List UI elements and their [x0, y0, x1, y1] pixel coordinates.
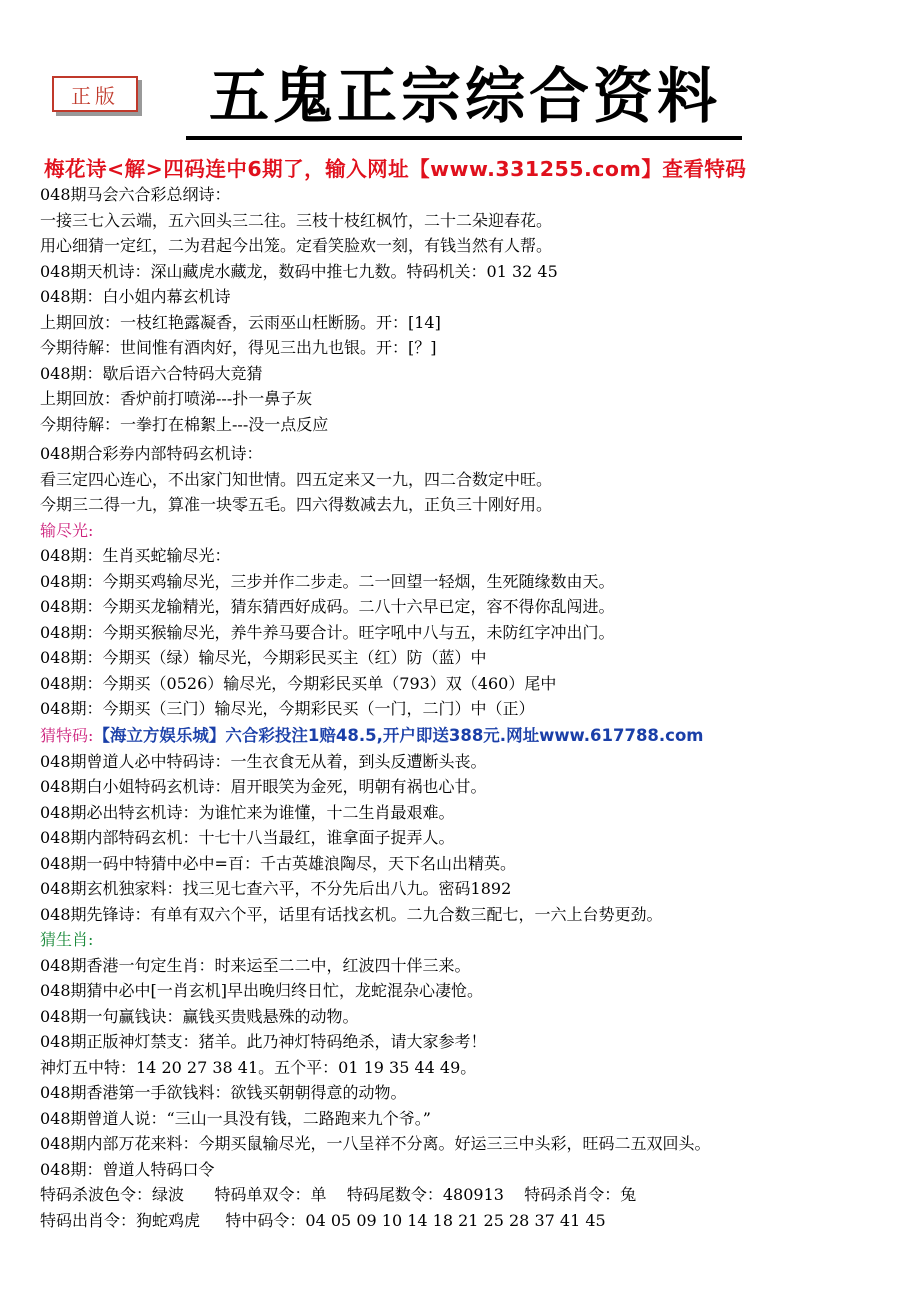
text-line: 用心细猜一定红，二为君起今出笼。定看笑脸欢一刻，有钱当然有人帮。	[40, 236, 553, 255]
text-line: 一接三七入云端，五六回头三二往。三枝十枝红枫竹，二十二朵迎春花。	[40, 210, 553, 230]
guess-heading-row	[40, 722, 890, 749]
authentic-badge: 正版	[52, 76, 138, 112]
text-line: 特码杀波色令：绿波 特码单双令：单 特码尾数令：480913 特码杀肖令：兔	[40, 1185, 637, 1204]
text-line: 048期必出特玄机诗：为谁忙来为谁懂，十二生肖最艰难。	[40, 802, 455, 822]
document-body	[40, 182, 890, 1233]
text-line: 048期：曾道人特码口令	[40, 1159, 215, 1179]
text-line: 048期：今期买（三门）输尽光，今期彩民买（一门，二门）中（正）	[40, 699, 535, 718]
text-line: 048期：今期买猴输尽光，养牛养马要合计。旺字吼中八与五，未防红字冲出门。	[40, 622, 615, 642]
text-line: 看三定四心连心，不出家门知世情。四五定来又一九，四二合数定中旺。	[40, 469, 553, 489]
promo-banner: 梅花诗<解>四码连中6期了，输入网址【www.331255.com】查看特码	[44, 157, 747, 181]
text-line: 048期：今期买龙输精光，猜东猜西好成码。二八十六早已定，容不得你乱闯进。	[40, 597, 615, 616]
section-heading-guess: 猜特码:	[40, 725, 94, 745]
text-line: 048期香港第一手欲钱料：欲钱买朝朝得意的动物。	[40, 1083, 407, 1102]
text-line: 今期待解：世间惟有酒肉好，得见三出九也银。开：[？]	[40, 338, 437, 357]
text-line: 048期天机诗：深山藏虎水藏龙，数码中推七九数。特码机关：01 32 45	[40, 261, 558, 281]
text-line: 048期：歇后语六合特码大竞猜	[40, 363, 263, 383]
text-line: 神灯五中特：14 20 27 38 41。五个平：01 19 35 44 49。	[40, 1057, 477, 1077]
text-line: 048期马会六合彩总纲诗：	[40, 185, 231, 204]
text-line: 048期曾道人必中特码诗：一生衣食无从着，到头反遭断头丧。	[40, 751, 487, 771]
text-line: 048期猜中必中[一肖玄机]早出晚归终日忙，龙蛇混杂心凄怆。	[40, 981, 484, 1000]
text-line: 048期一句赢钱诀：赢钱买贵贱悬殊的动物。	[40, 1006, 359, 1026]
text-line: 048期合彩券内部特码玄机诗：	[40, 444, 263, 463]
page-title: 五鬼正宗综合资料	[209, 62, 721, 132]
text-line: 今期三二得一九，算准一块零五毛。四六得数减去九，正负三十刚好用。	[40, 495, 553, 514]
text-line: 048期内部万花来料：今期买鼠输尽光，一八呈祥不分离。好运三三中头彩，旺码二五双回头。	[40, 1134, 711, 1153]
section-heading-zodiac: 猜生肖:	[40, 930, 94, 949]
text-line: 今期待解：一拳打在棉絮上---没一点反应	[40, 414, 329, 434]
text-line: 048期玄机独家料：找三见七查六平，不分先后出八九。密码1892	[40, 879, 512, 898]
text-line: 特码出肖令：狗蛇鸡虎 特中码令：04 05 09 10 14 18 21 25 28 37 41 45	[40, 1210, 606, 1230]
ad-banner-text: 【海立方娱乐城】六合彩投注1赔48.5,开户即送388元.网址www.617788.com	[93, 725, 704, 745]
text-line: 上期回放：一枝红艳露凝香，云雨巫山枉断肠。开：[14]	[40, 312, 441, 332]
text-line: 048期：今期买（绿）输尽光，今期彩民买主（红）防（蓝）中	[40, 648, 487, 667]
text-line: 048期：今期买鸡输尽光，三步并作二步走。二一回望一轻烟，生死随缘数由天。	[40, 571, 615, 591]
text-line: 048期先锋诗：有单有双六个平，话里有话找玄机。二九合数三配七，一六上台势更劲。	[40, 904, 663, 924]
text-line: 048期：白小姐内幕玄机诗	[40, 287, 231, 306]
title-underline	[186, 136, 742, 140]
text-line: 048期白小姐特码玄机诗：眉开眼笑为金死，明朝有祸也心甘。	[40, 777, 487, 796]
section-heading-lose: 输尽光:	[40, 520, 94, 540]
text-line: 048期一码中特猜中必中=百：千古英雄浪陶尽，天下名山出精英。	[40, 853, 516, 873]
text-line: 上期回放：香炉前打喷涕---扑一鼻子灰	[40, 389, 313, 408]
text-line: 048期：生肖买蛇输尽光：	[40, 546, 231, 565]
text-line: 048期香港一句定生肖：时来运至二二中，红波四十伴三来。	[40, 955, 471, 975]
text-line: 048期：今期买（0526）输尽光，今期彩民买单（793）双（460）尾中	[40, 673, 557, 693]
text-line: 048期内部特码玄机：十七十八当最红，谁拿面子捉弄人。	[40, 828, 455, 847]
text-line: 048期曾道人说：“三山一具没有钱，二路跑来九个爷。”	[40, 1108, 431, 1128]
text-line: 048期正版神灯禁支：猪羊。此乃神灯特码绝杀，请大家参考！	[40, 1032, 487, 1051]
